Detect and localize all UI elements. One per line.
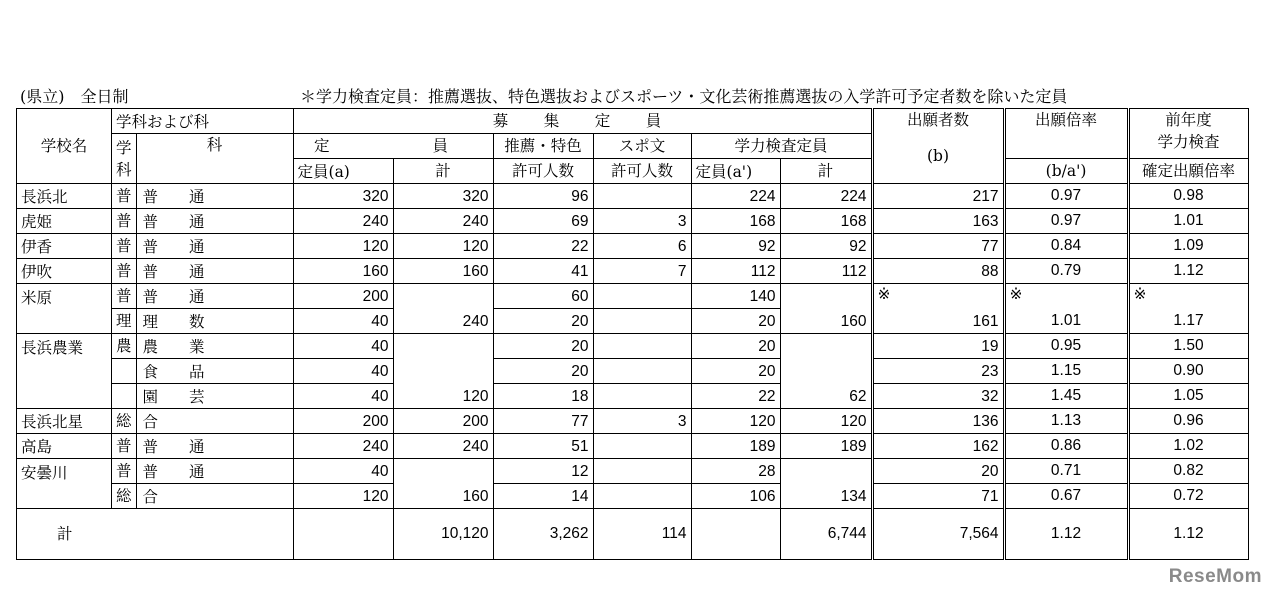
school-name: 長浜農業: [17, 334, 112, 359]
spobun-count: 7: [593, 259, 691, 284]
gakuryoku-kei: [780, 284, 872, 309]
header-school: 学校名: [17, 109, 112, 184]
ratio: 0.84: [1004, 234, 1128, 259]
header-gakuryoku: 学力検査定員: [691, 134, 872, 159]
school-name: [17, 359, 112, 384]
dept-name: 普 通: [136, 434, 293, 459]
gakuryoku-a2: 168: [691, 209, 780, 234]
teiin-a: 240: [293, 434, 393, 459]
ratio: 0.86: [1004, 434, 1128, 459]
table-row: [17, 484, 1249, 509]
gakuryoku-kei: [780, 334, 872, 359]
header-ratio-formula: (b/a'): [1004, 159, 1128, 184]
total-prev: 1.12: [1128, 509, 1248, 560]
teiin-a: 160: [293, 259, 393, 284]
prev-ratio: 1.01: [1128, 209, 1248, 234]
spobun-count: [593, 184, 691, 209]
teiin-kei: 160: [393, 484, 493, 509]
gakuryoku-a2: 120: [691, 409, 780, 434]
teiin-a: 200: [293, 284, 393, 309]
teiin-kei: [393, 334, 493, 359]
school-name: 伊香: [17, 234, 112, 259]
dept-name: 合: [136, 484, 293, 509]
teiin-a: 40: [293, 459, 393, 484]
applicants: 71: [872, 484, 1004, 509]
dept-gaku: 理: [112, 309, 137, 334]
header-bosyu: 募 集 定 員: [293, 109, 872, 134]
school-name: 安曇川: [17, 459, 112, 484]
applicants: 217: [872, 184, 1004, 209]
table-row: [17, 384, 1249, 409]
dept-gaku: 総: [112, 409, 137, 434]
dept-gaku: 農: [112, 334, 137, 359]
table-row: [17, 259, 1249, 284]
spobun-count: [593, 359, 691, 384]
suisen-count: 14: [493, 484, 593, 509]
ratio: 0.67: [1004, 484, 1128, 509]
gakuryoku-a2: 22: [691, 384, 780, 409]
gakuryoku-a2: 20: [691, 309, 780, 334]
header-spobun: スポ文: [593, 134, 691, 159]
dept-name: 普 通: [136, 184, 293, 209]
prev-ratio: 1.17: [1128, 309, 1248, 334]
teiin-kei: 240: [393, 209, 493, 234]
dept-name: 合: [136, 409, 293, 434]
dept-gaku: 普: [112, 434, 137, 459]
gakuryoku-a2: 20: [691, 334, 780, 359]
enrollment-table: [16, 108, 1249, 560]
note-mark: ※: [872, 284, 1004, 309]
dept-gaku: 総: [112, 484, 137, 509]
table-row: [17, 284, 1249, 309]
teiin-kei: 320: [393, 184, 493, 209]
prev-ratio: 0.98: [1128, 184, 1248, 209]
suisen-count: 12: [493, 459, 593, 484]
spobun-count: 6: [593, 234, 691, 259]
gakuryoku-kei: 92: [780, 234, 872, 259]
applicants: 77: [872, 234, 1004, 259]
applicants: 161: [872, 309, 1004, 334]
suisen-count: 77: [493, 409, 593, 434]
header-kei2: 計: [780, 159, 872, 184]
total-ratio: 1.12: [1004, 509, 1128, 560]
dept-gaku: 普: [112, 259, 137, 284]
header-row: [17, 109, 1249, 134]
teiin-kei: 240: [393, 309, 493, 334]
gakuryoku-kei: 160: [780, 309, 872, 334]
gakuryoku-a2: 140: [691, 284, 780, 309]
gakuryoku-a2: 112: [691, 259, 780, 284]
ratio: 1.45: [1004, 384, 1128, 409]
spobun-count: [593, 309, 691, 334]
suisen-count: 60: [493, 284, 593, 309]
header-ratio: 出願倍率: [1004, 109, 1128, 159]
dept-name: 園 芸: [136, 384, 293, 409]
school-name: 長浜北: [17, 184, 112, 209]
dept-name: 普 通: [136, 284, 293, 309]
suisen-count: 41: [493, 259, 593, 284]
gakuryoku-a2: 20: [691, 359, 780, 384]
spobun-count: [593, 334, 691, 359]
applicants: 20: [872, 459, 1004, 484]
gakuryoku-a2: 92: [691, 234, 780, 259]
ratio: 0.97: [1004, 184, 1128, 209]
ratio: 1.01: [1004, 309, 1128, 334]
total-kei2: 6,744: [780, 509, 872, 560]
header-prev: 前年度 学力検査: [1128, 109, 1248, 159]
applicants: 19: [872, 334, 1004, 359]
table-row: [17, 359, 1249, 384]
prev-ratio: 1.02: [1128, 434, 1248, 459]
dept-name: 農 業: [136, 334, 293, 359]
dept-gaku: 普: [112, 184, 137, 209]
dept-gaku: 普: [112, 459, 137, 484]
table-row: [17, 409, 1249, 434]
ratio: 1.15: [1004, 359, 1128, 384]
header-dept-group: 学科および科: [112, 109, 294, 134]
ratio: 0.71: [1004, 459, 1128, 484]
suisen-count: 69: [493, 209, 593, 234]
gakuryoku-a2: 189: [691, 434, 780, 459]
applicants: 136: [872, 409, 1004, 434]
header-prev-ratio: 確定出願倍率: [1128, 159, 1248, 184]
suisen-count: 18: [493, 384, 593, 409]
spobun-count: [593, 484, 691, 509]
table-row: [17, 184, 1249, 209]
teiin-a: 40: [293, 384, 393, 409]
teiin-a: 40: [293, 359, 393, 384]
table-row: [17, 309, 1249, 334]
suisen-count: 20: [493, 334, 593, 359]
school-name: 米原: [17, 284, 112, 309]
spobun-count: [593, 284, 691, 309]
gakuryoku-kei: 224: [780, 184, 872, 209]
dept-gaku: [112, 384, 137, 409]
teiin-kei: 200: [393, 409, 493, 434]
teiin-a: 320: [293, 184, 393, 209]
prev-ratio: 1.12: [1128, 259, 1248, 284]
ratio: 0.97: [1004, 209, 1128, 234]
total-suisen: 3,262: [493, 509, 593, 560]
dept-name: 理 数: [136, 309, 293, 334]
school-name: [17, 309, 112, 334]
applicants: 163: [872, 209, 1004, 234]
gakuryoku-kei: 134: [780, 484, 872, 509]
suisen-count: 22: [493, 234, 593, 259]
dept-name: 食 品: [136, 359, 293, 384]
teiin-a: 240: [293, 209, 393, 234]
applicants: 32: [872, 384, 1004, 409]
spobun-count: [593, 459, 691, 484]
gakuryoku-kei: 120: [780, 409, 872, 434]
resemom-logo: ReseMom: [1168, 566, 1262, 587]
suisen-count: 51: [493, 434, 593, 459]
teiin-a: 40: [293, 334, 393, 359]
dept-name: 普 通: [136, 259, 293, 284]
gakuryoku-a2: 28: [691, 459, 780, 484]
dept-gaku: 普: [112, 209, 137, 234]
total-a2: [691, 509, 780, 560]
teiin-kei: [393, 359, 493, 384]
note-mark: ※: [1128, 284, 1248, 309]
header-suisen: 推薦・特色: [493, 134, 593, 159]
dept-name: 普 通: [136, 209, 293, 234]
teiin-kei: 120: [393, 384, 493, 409]
header-teiin: 定 員: [293, 134, 493, 159]
table-row: [17, 459, 1249, 484]
teiin-a: 120: [293, 234, 393, 259]
spobun-count: [593, 384, 691, 409]
teiin-kei: [393, 284, 493, 309]
header-applicants: 出願者数 (b): [872, 109, 1004, 184]
school-name: 虎姫: [17, 209, 112, 234]
header-kei: 計: [393, 159, 493, 184]
applicants: 88: [872, 259, 1004, 284]
table-row: [17, 234, 1249, 259]
gakuryoku-kei: 112: [780, 259, 872, 284]
prev-ratio: 0.72: [1128, 484, 1248, 509]
spobun-count: 3: [593, 209, 691, 234]
gakuryoku-kei: [780, 459, 872, 484]
gakuryoku-a2: 106: [691, 484, 780, 509]
header-teiin-a: 定員(a): [293, 159, 393, 184]
total-kei: 10,120: [393, 509, 493, 560]
teiin-kei: [393, 459, 493, 484]
dept-gaku: [112, 359, 137, 384]
spobun-count: 3: [593, 409, 691, 434]
header-gaku: 学 科: [112, 134, 137, 184]
teiin-kei: 120: [393, 234, 493, 259]
total-label: 計: [17, 509, 294, 560]
ratio: 0.79: [1004, 259, 1128, 284]
total-applicants: 7,564: [872, 509, 1004, 560]
ratio: 1.13: [1004, 409, 1128, 434]
dept-gaku: 普: [112, 234, 137, 259]
teiin-a: 120: [293, 484, 393, 509]
school-name: [17, 484, 112, 509]
prev-ratio: 1.50: [1128, 334, 1248, 359]
dept-name: 普 通: [136, 459, 293, 484]
gakuryoku-kei: 62: [780, 384, 872, 409]
table-row: [17, 209, 1249, 234]
total-teiin-a: [293, 509, 393, 560]
school-name: 伊吹: [17, 259, 112, 284]
prev-ratio: 0.82: [1128, 459, 1248, 484]
suisen-count: 20: [493, 309, 593, 334]
gakuryoku-kei: 189: [780, 434, 872, 459]
header-teiin-a2: 定員(a'): [691, 159, 780, 184]
total-spobun: 114: [593, 509, 691, 560]
prev-ratio: 1.09: [1128, 234, 1248, 259]
school-name: 長浜北星: [17, 409, 112, 434]
dept-name: 普 通: [136, 234, 293, 259]
gakuryoku-a2: 224: [691, 184, 780, 209]
teiin-a: 200: [293, 409, 393, 434]
school-name: [17, 384, 112, 409]
school-name: 高島: [17, 434, 112, 459]
table-row: [17, 334, 1249, 359]
header-suisen-count: 許可人数: [493, 159, 593, 184]
prev-ratio: 1.05: [1128, 384, 1248, 409]
gakuryoku-kei: 168: [780, 209, 872, 234]
header-spobun-count: 許可人数: [593, 159, 691, 184]
footnote: ＊学力検査定員：推薦選抜、特色選抜およびスポーツ・文化芸術推薦選抜の入学許可予定者数を除いた定員: [300, 87, 1068, 106]
suisen-count: 96: [493, 184, 593, 209]
suisen-count: 20: [493, 359, 593, 384]
header-ka: 科: [136, 134, 293, 184]
ratio: 0.95: [1004, 334, 1128, 359]
spobun-count: [593, 434, 691, 459]
prev-ratio: 0.96: [1128, 409, 1248, 434]
teiin-a: 40: [293, 309, 393, 334]
prev-ratio: 0.90: [1128, 359, 1248, 384]
dept-gaku: 普: [112, 284, 137, 309]
table-row: [17, 434, 1249, 459]
applicants: 162: [872, 434, 1004, 459]
teiin-kei: 160: [393, 259, 493, 284]
gakuryoku-kei: [780, 359, 872, 384]
note-mark: ※: [1004, 284, 1128, 309]
applicants: 23: [872, 359, 1004, 384]
total-row: [17, 509, 1249, 560]
table-caption: (県立) 全日制: [20, 87, 129, 106]
teiin-kei: 240: [393, 434, 493, 459]
